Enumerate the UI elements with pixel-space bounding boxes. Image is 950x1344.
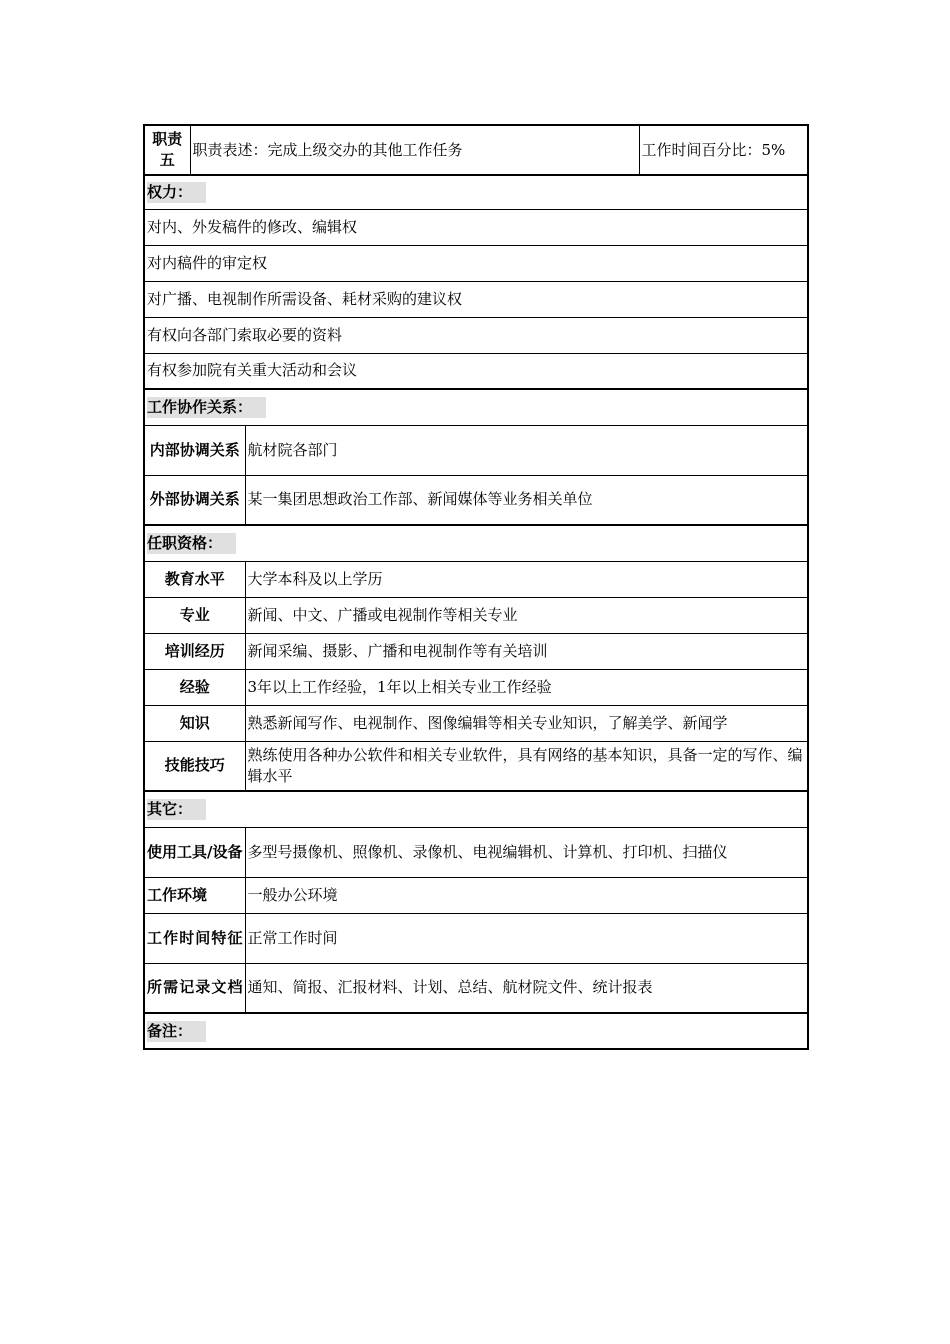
authority-item: 有权参加院有关重大活动和会议 [144, 353, 808, 389]
section-header-row [144, 389, 808, 425]
relation-value: 某一集团思想政治工作部、新闻媒体等业务相关单位 [245, 475, 808, 525]
other-row [144, 827, 808, 877]
other-row [144, 913, 808, 963]
relation-label: 外部协调关系 [144, 475, 245, 525]
qualification-value: 熟练使用各种办公软件和相关专业软件，具有网络的基本知识，具备一定的写作、编辑水平 [245, 741, 808, 791]
other-label: 工作环境 [144, 877, 245, 913]
other-label: 所需记录文档 [144, 963, 245, 1013]
authority-heading: 权力： [147, 182, 206, 203]
section-header-row [144, 1013, 808, 1049]
job-description-document [143, 124, 807, 1050]
qualification-label: 知识 [144, 705, 245, 741]
qualification-label: 经验 [144, 669, 245, 705]
qualification-label: 教育水平 [144, 561, 245, 597]
qualification-row [144, 597, 808, 633]
authority-item: 对内稿件的审定权 [144, 245, 808, 281]
qualification-value: 熟悉新闻写作、电视制作、图像编辑等相关专业知识，了解美学、新闻学 [245, 705, 808, 741]
other-value: 正常工作时间 [245, 913, 808, 963]
job-description-table [143, 124, 809, 1050]
other-heading: 其它： [147, 799, 206, 820]
qualifications-heading: 任职资格： [147, 533, 236, 554]
relation-row [144, 475, 808, 525]
qualification-row [144, 633, 808, 669]
duty-label: 职责五 [144, 125, 190, 175]
authority-item: 有权向各部门索取必要的资料 [144, 317, 808, 353]
qualification-row [144, 669, 808, 705]
other-value: 通知、简报、汇报材料、计划、总结、航材院文件、统计报表 [245, 963, 808, 1013]
authority-item: 对内、外发稿件的修改、编辑权 [144, 209, 808, 245]
qualification-label: 培训经历 [144, 633, 245, 669]
notes-heading: 备注： [147, 1021, 206, 1042]
relation-row [144, 425, 808, 475]
relation-label: 内部协调关系 [144, 425, 245, 475]
authority-item-row [144, 353, 808, 389]
duty-description: 职责表述：完成上级交办的其他工作任务 [190, 125, 639, 175]
qualification-value: 大学本科及以上学历 [245, 561, 808, 597]
other-row [144, 877, 808, 913]
qualification-value: 新闻、中文、广播或电视制作等相关专业 [245, 597, 808, 633]
authority-item-row [144, 245, 808, 281]
qualification-label: 专业 [144, 597, 245, 633]
section-header-row [144, 791, 808, 827]
section-header-row [144, 525, 808, 561]
qualification-row [144, 561, 808, 597]
authority-item-row [144, 281, 808, 317]
qualification-row [144, 741, 808, 791]
authority-item-row [144, 209, 808, 245]
qualification-label: 技能技巧 [144, 741, 245, 791]
other-row [144, 963, 808, 1013]
other-value: 多型号摄像机、照像机、录像机、电视编辑机、计算机、打印机、扫描仪 [245, 827, 808, 877]
relations-heading: 工作协作关系： [147, 397, 266, 418]
qualification-value: 新闻采编、摄影、广播和电视制作等有关培训 [245, 633, 808, 669]
qualification-value: 3年以上工作经验，1年以上相关专业工作经验 [245, 669, 808, 705]
qualification-row [144, 705, 808, 741]
section-header-row [144, 175, 808, 209]
authority-item-row [144, 317, 808, 353]
authority-item: 对广播、电视制作所需设备、耗材采购的建议权 [144, 281, 808, 317]
duty-row [144, 125, 808, 175]
relation-value: 航材院各部门 [245, 425, 808, 475]
duty-time-percentage: 工作时间百分比：5% [639, 125, 808, 175]
other-label: 工作时间特征 [144, 913, 245, 963]
other-value: 一般办公环境 [245, 877, 808, 913]
other-label: 使用工具/设备 [144, 827, 245, 877]
